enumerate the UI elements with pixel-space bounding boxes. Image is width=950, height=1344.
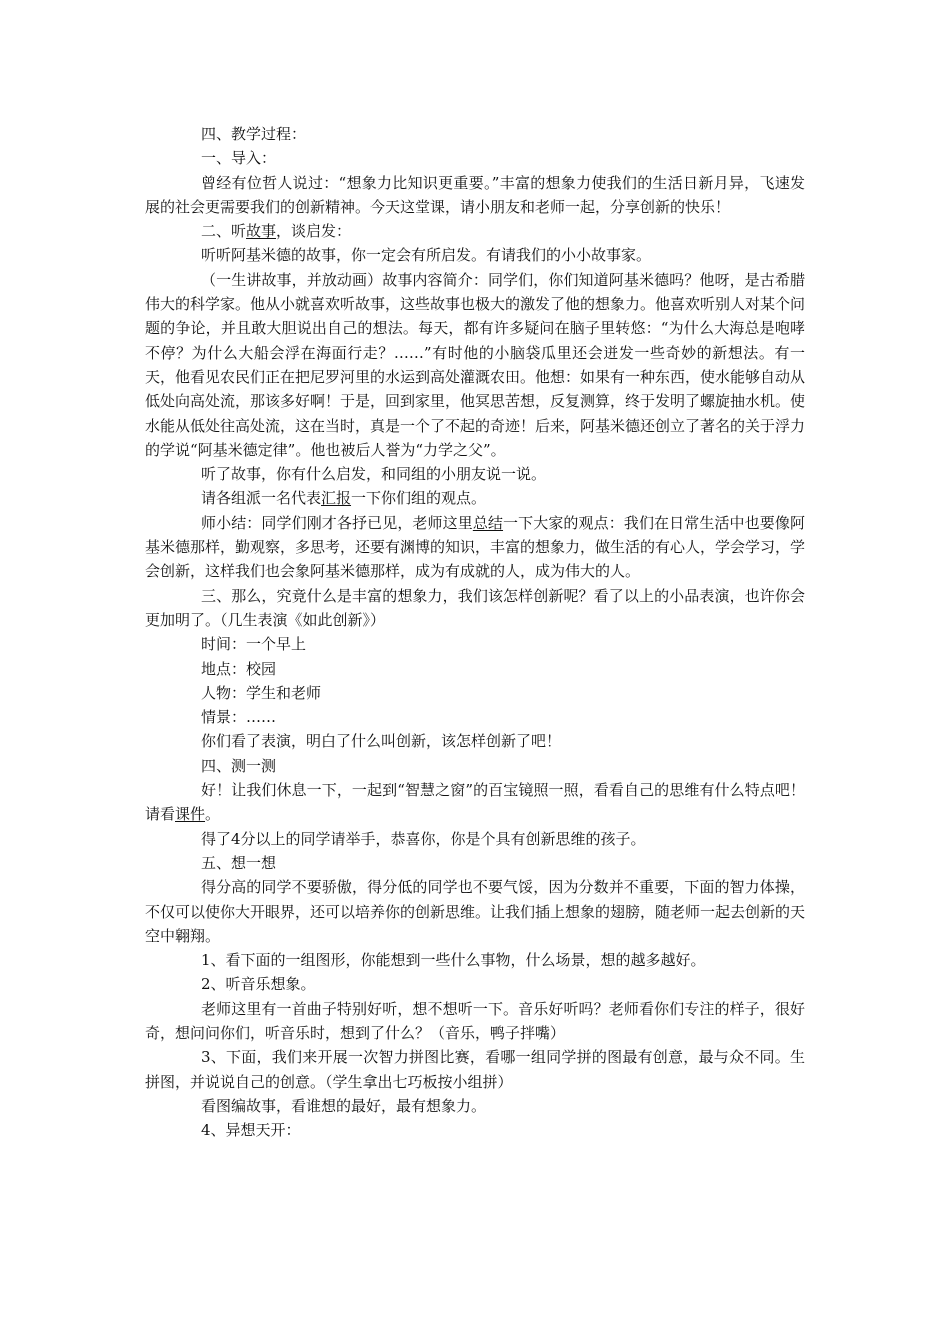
section-heading-introduction: 一、导入： bbox=[201, 149, 277, 168]
list-item: 2、听音乐想象。 bbox=[201, 975, 316, 994]
paragraph: 听听阿基米德的故事，你一定会有所启发。有请我们的小小故事家。 bbox=[201, 246, 652, 265]
text-run: 二、听 bbox=[201, 222, 247, 241]
text-run: 好！让我们休息一下，一起到“智慧之窗”的百宝镜照一照，看看自己的思维有什么特点吧！请看 bbox=[145, 781, 805, 824]
paragraph: 看图编故事，看谁想的最好，最有想象力。 bbox=[201, 1096, 487, 1115]
paragraph bbox=[145, 778, 805, 827]
text-run: 一下大家的观点：我们在日常生活中也要像阿基米德那样，勤观察，多思考，还要有渊博的知识，丰富的想象力，做生活的有心人，学会学习，学会创新，这样我们也会象阿基米德那样，成为有成就的人，成为伟大的人。 bbox=[145, 513, 806, 581]
text-run: ，谈启发： bbox=[276, 222, 352, 241]
section-heading-teaching-process: 四、教学过程： bbox=[201, 125, 307, 143]
paragraph-scene: 情景：…… bbox=[201, 708, 277, 727]
list-item: 3、下面，我们来开展一次智力拼图比赛，看哪一组同学拼的图最有创意，最与众不同。生拼图，并说说自己的创意。（学生拿出七巧板按小组拼） bbox=[145, 1048, 805, 1091]
paragraph: 得了4分以上的同学请举手，恭喜你，你是个具有创新思维的孩子。 bbox=[201, 829, 646, 848]
paragraph: 三、那么，究竟什么是丰富的想象力，我们该怎样创新呢？看了以上的小品表演，也许你会更加明了。（几生表演《如此创新》） bbox=[145, 586, 805, 629]
text-run: 请各组派一名代表 bbox=[201, 489, 322, 508]
section-heading-story bbox=[145, 219, 805, 243]
underlined-word: 课件 bbox=[175, 805, 206, 824]
section-heading-test: 四、测一测 bbox=[201, 756, 277, 775]
paragraph bbox=[145, 486, 805, 510]
underlined-word: 总结 bbox=[472, 513, 504, 532]
underlined-word: 汇报 bbox=[321, 489, 352, 508]
paragraph-summary bbox=[145, 511, 805, 584]
underlined-word: 故事 bbox=[246, 222, 277, 241]
paragraph-story: （一生讲故事，并放动画）故事内容简介：同学们，你们知道阿基米德吗？他呀，是古希腊伟大的科学家。他从小就喜欢听故事，这些故事也极大的激发了他的想象力。他喜欢听别人对某个问题的争论，并且敢大胆说出自己的想法。每天，都有许多疑问在脑子里转悠：“为什么大海总是咆哮不停？为什么大船会浮在海面行走？……”有时他的小脑袋瓜里还会迸发一些奇妙的新想法。有一天，他看见农民们正在把尼罗河里的水运到高处灌溉农田。他想：如果有一种东西，使水能够自动从低处向高处流，那该多好啊！于是，回到家里，他冥思苦想，反复测算，终于发明了螺旋抽水机。使水能从低处往高处流，这在当时，真是一个了不起的奇迹！后来，阿基米德还创立了著名的关于浮力的学说“阿基米德定律”。他也被后人誉为“力学之父”。 bbox=[145, 270, 806, 459]
text-run: 师小结：同学们刚才各抒已见，老师这里 bbox=[201, 513, 473, 532]
paragraph-place: 地点：校园 bbox=[201, 659, 277, 678]
paragraph: 听了故事，你有什么启发，和同组的小朋友说一说。 bbox=[201, 465, 547, 484]
paragraph-time: 时间：一个早上 bbox=[201, 635, 307, 654]
section-heading-think: 五、想一想 bbox=[201, 853, 277, 872]
list-item: 1、看下面的一组图形，你能想到一些什么事物，什么场景，想的越多越好。 bbox=[201, 951, 706, 970]
text-run: 。 bbox=[205, 805, 221, 824]
document-body bbox=[145, 122, 805, 1142]
paragraph: 得分高的同学不要骄傲，得分低的同学也不要气馁，因为分数并不重要，下面的智力体操，不仅可以使你大开眼界，还可以培养你的创新思维。让我们插上想象的翅膀，随老师一起去创新的天空中翱翔。 bbox=[145, 878, 806, 945]
paragraph-characters: 人物：学生和老师 bbox=[201, 683, 322, 702]
text-run: 一下你们组的观点。 bbox=[351, 489, 487, 508]
paragraph: 你们看了表演，明白了什么叫创新，该怎样创新了吧！ bbox=[201, 732, 562, 751]
paragraph: 老师这里有一首曲子特别好听，想不想听一下。音乐好听吗？老师看你们专注的样子，很好奇，想问问你们，听音乐时，想到了什么？（音乐，鸭子拌嘴） bbox=[145, 999, 805, 1042]
list-item: 4、异想天开： bbox=[201, 1121, 301, 1140]
paragraph: 曾经有位哲人说过：“想象力比知识更重要。”丰富的想象力使我们的生活日新月异，飞速发展的社会更需要我们的创新精神。今天这堂课，请小朋友和老师一起，分享创新的快乐！ bbox=[145, 173, 805, 216]
